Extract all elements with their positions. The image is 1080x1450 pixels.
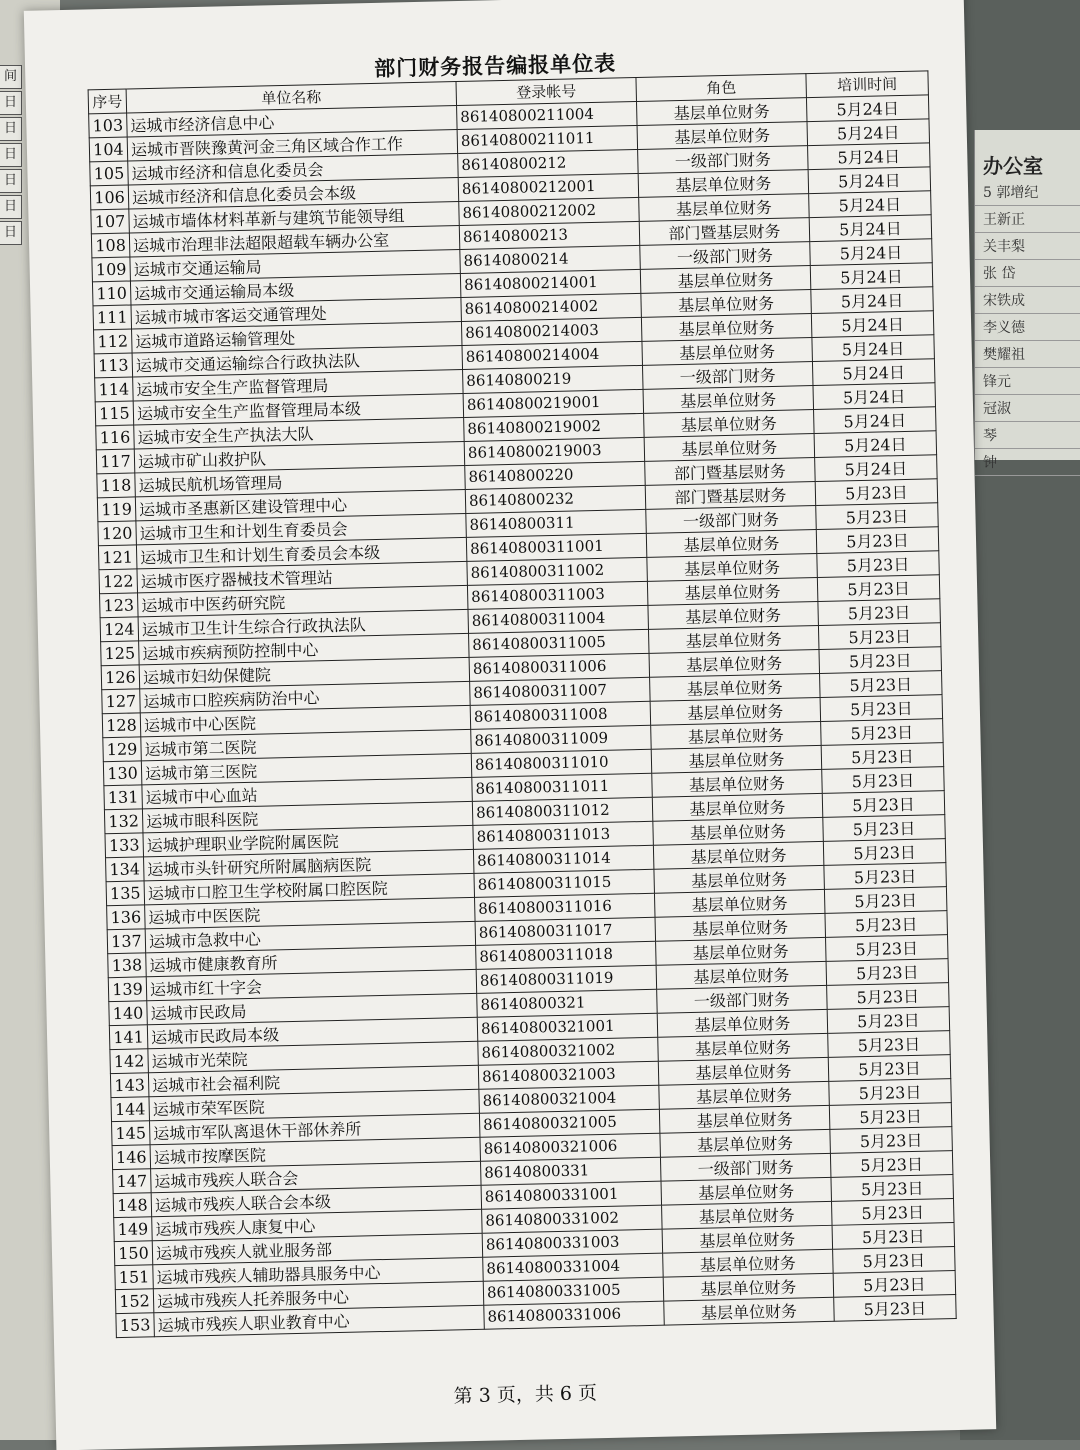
background-tab: 日 bbox=[0, 195, 22, 219]
cell-role: 一级部门财务 bbox=[638, 145, 809, 173]
cell-training-date: 5月23日 bbox=[819, 646, 942, 673]
cell-training-date: 5月24日 bbox=[814, 430, 937, 457]
cell-index: 138 bbox=[108, 953, 147, 978]
cell-account: 86140800311 bbox=[466, 509, 646, 537]
cell-role: 基层单位财务 bbox=[652, 793, 823, 821]
cell-account: 86140800311002 bbox=[467, 557, 647, 585]
cell-role: 基层单位财务 bbox=[647, 577, 818, 605]
cell-account: 86140800214004 bbox=[462, 341, 642, 369]
cell-unit-name: 运城市中心血站 bbox=[142, 777, 472, 808]
cell-training-date: 5月24日 bbox=[810, 262, 933, 289]
cell-account: 86140800321 bbox=[477, 989, 657, 1017]
cell-training-date: 5月24日 bbox=[809, 215, 932, 242]
cell-training-date: 5月24日 bbox=[812, 358, 935, 385]
cell-role: 基层单位财务 bbox=[653, 817, 824, 845]
cell-account: 86140800219003 bbox=[464, 437, 644, 465]
cell-account: 86140800311001 bbox=[466, 533, 646, 561]
cell-training-date: 5月24日 bbox=[811, 310, 934, 337]
cell-account: 86140800219002 bbox=[464, 413, 644, 441]
cell-role: 基层单位财务 bbox=[639, 193, 810, 221]
cell-index: 122 bbox=[99, 569, 138, 594]
cell-training-date: 5月23日 bbox=[821, 718, 944, 745]
page-title: 部门财务报告编报单位表 bbox=[373, 50, 617, 81]
document-sheet bbox=[24, 0, 996, 1450]
cell-role: 基层单位财务 bbox=[664, 1297, 835, 1325]
background-tab: 日 bbox=[0, 221, 22, 245]
cell-account: 86140800311018 bbox=[476, 941, 656, 969]
cell-account: 86140800331005 bbox=[483, 1277, 663, 1305]
cell-account: 86140800212 bbox=[458, 149, 638, 177]
cell-account: 86140800311007 bbox=[470, 677, 650, 705]
cell-unit-name: 运城市安全生产监督管理局 bbox=[133, 369, 463, 400]
cell-index: 148 bbox=[113, 1192, 152, 1217]
cell-training-date: 5月23日 bbox=[827, 982, 950, 1009]
cell-index: 107 bbox=[91, 209, 130, 234]
cell-account: 86140800331003 bbox=[482, 1229, 662, 1257]
cell-unit-name: 运城市急救中心 bbox=[145, 921, 475, 952]
cell-account: 86140800311005 bbox=[469, 629, 649, 657]
cell-unit-name: 运城市残疾人就业服务部 bbox=[152, 1233, 482, 1264]
cell-index: 120 bbox=[98, 521, 137, 546]
cell-role: 基层单位财务 bbox=[657, 1009, 828, 1037]
cell-index: 140 bbox=[109, 1001, 148, 1026]
cell-account: 86140800311003 bbox=[467, 581, 647, 609]
cell-account: 86140800214 bbox=[460, 245, 640, 273]
cell-account: 86140800219 bbox=[463, 365, 643, 393]
cell-role: 基层单位财务 bbox=[652, 769, 823, 797]
cell-training-date: 5月24日 bbox=[811, 286, 934, 313]
cell-training-date: 5月24日 bbox=[806, 95, 929, 122]
background-tab: 日 bbox=[0, 91, 22, 115]
cell-unit-name: 运城市经济和信息化委员会 bbox=[128, 153, 458, 184]
cell-training-date: 5月24日 bbox=[810, 238, 933, 265]
cell-account: 86140800219001 bbox=[463, 389, 643, 417]
background-name: 琴 bbox=[975, 422, 1080, 449]
cell-role: 基层单位财务 bbox=[658, 1033, 829, 1061]
cell-unit-name: 运城市民政局 bbox=[147, 993, 477, 1024]
cell-role: 基层单位财务 bbox=[647, 553, 818, 581]
cell-index: 116 bbox=[96, 425, 135, 450]
background-name: 锋元 bbox=[975, 368, 1080, 395]
cell-role: 一级部门财务 bbox=[640, 241, 811, 269]
cell-training-date: 5月23日 bbox=[817, 550, 940, 577]
cell-training-date: 5月24日 bbox=[808, 167, 931, 194]
cell-role: 基层单位财务 bbox=[661, 1177, 832, 1205]
cell-training-date: 5月23日 bbox=[829, 1102, 952, 1129]
cell-role: 基层单位财务 bbox=[643, 385, 814, 413]
cell-unit-name: 运城市安全生产执法大队 bbox=[134, 417, 464, 448]
cell-role: 基层单位财务 bbox=[650, 673, 821, 701]
cell-index: 113 bbox=[94, 353, 133, 378]
background-right-sheet-title: 办公室 bbox=[983, 154, 1043, 178]
background-left-tabs bbox=[0, 65, 22, 247]
cell-index: 125 bbox=[101, 641, 140, 666]
background-name: 王新正 bbox=[975, 206, 1080, 233]
cell-account: 86140800321001 bbox=[477, 1013, 657, 1041]
cell-account: 86140800311019 bbox=[476, 965, 656, 993]
cell-unit-name: 运城市中医药研究院 bbox=[138, 585, 468, 616]
cell-account: 86140800331004 bbox=[483, 1253, 663, 1281]
cell-unit-name: 运城市荣军医院 bbox=[149, 1089, 479, 1120]
cell-unit-name: 运城民航机场管理局 bbox=[135, 465, 465, 496]
cell-role: 基层单位财务 bbox=[663, 1249, 834, 1277]
cell-role: 基层单位财务 bbox=[658, 1057, 829, 1085]
cell-unit-name: 运城市头针研究所附属脑病医院 bbox=[144, 849, 474, 880]
cell-index: 134 bbox=[106, 857, 145, 882]
cell-role: 一级部门财务 bbox=[646, 505, 817, 533]
cell-account: 86140800211011 bbox=[457, 125, 637, 153]
cell-account: 86140800213 bbox=[459, 221, 639, 249]
cell-role: 基层单位财务 bbox=[660, 1129, 831, 1157]
cell-account: 86140800311017 bbox=[475, 917, 655, 945]
cell-unit-name: 运城护理职业学院附属医院 bbox=[143, 825, 473, 856]
cell-unit-name: 运城市治理非法超限超载车辆办公室 bbox=[129, 225, 459, 256]
cell-training-date: 5月23日 bbox=[820, 670, 943, 697]
cell-index: 135 bbox=[106, 881, 145, 906]
cell-training-date: 5月23日 bbox=[822, 766, 945, 793]
cell-training-date: 5月23日 bbox=[830, 1126, 953, 1153]
cell-unit-name: 运城市圣惠新区建设管理中心 bbox=[135, 489, 465, 520]
cell-role: 基层单位财务 bbox=[644, 433, 815, 461]
cell-role: 基层单位财务 bbox=[636, 97, 807, 125]
cell-index: 118 bbox=[97, 473, 136, 498]
cell-training-date: 5月23日 bbox=[832, 1222, 955, 1249]
cell-account: 86140800311016 bbox=[475, 893, 655, 921]
cell-unit-name: 运城市中心医院 bbox=[140, 705, 470, 736]
cell-training-date: 5月23日 bbox=[829, 1078, 952, 1105]
cell-index: 136 bbox=[107, 905, 146, 930]
cell-account: 86140800311006 bbox=[469, 653, 649, 681]
cell-unit-name: 运城市城市客运交通管理处 bbox=[131, 297, 461, 328]
cell-role: 部门暨基层财务 bbox=[645, 481, 816, 509]
cell-role: 基层单位财务 bbox=[637, 121, 808, 149]
cell-index: 126 bbox=[101, 665, 140, 690]
cell-unit-name: 运城市按摩医院 bbox=[150, 1137, 480, 1168]
cell-unit-name: 运城市眼科医院 bbox=[142, 801, 472, 832]
cell-training-date: 5月23日 bbox=[833, 1246, 956, 1273]
cell-index: 141 bbox=[109, 1024, 148, 1049]
cell-index: 109 bbox=[92, 257, 131, 282]
cell-training-date: 5月24日 bbox=[807, 119, 930, 146]
cell-index: 123 bbox=[100, 593, 139, 618]
cell-index: 127 bbox=[102, 689, 141, 714]
cell-account: 86140800211004 bbox=[457, 101, 637, 129]
unit-table bbox=[88, 70, 957, 1337]
cell-role: 基层单位财务 bbox=[656, 961, 827, 989]
cell-role: 基层单位财务 bbox=[642, 337, 813, 365]
header-training-date: 培训时间 bbox=[806, 71, 929, 97]
cell-index: 152 bbox=[115, 1288, 154, 1313]
cell-role: 基层单位财务 bbox=[654, 865, 825, 893]
cell-index: 130 bbox=[103, 761, 142, 786]
table-body bbox=[89, 95, 957, 1338]
cell-index: 132 bbox=[104, 809, 143, 834]
cell-unit-name: 运城市第三医院 bbox=[141, 753, 471, 784]
cell-role: 基层单位财务 bbox=[641, 313, 812, 341]
cell-account: 86140800311013 bbox=[473, 821, 653, 849]
cell-training-date: 5月23日 bbox=[830, 1150, 953, 1177]
cell-role: 基层单位财务 bbox=[656, 937, 827, 965]
cell-training-date: 5月24日 bbox=[813, 382, 936, 409]
cell-training-date: 5月24日 bbox=[815, 454, 938, 481]
cell-account: 86140800212002 bbox=[459, 197, 639, 225]
cell-unit-name: 运城市残疾人职业教育中心 bbox=[154, 1305, 484, 1336]
header-index: 序号 bbox=[88, 89, 127, 114]
cell-training-date: 5月23日 bbox=[818, 622, 941, 649]
cell-role: 一级部门财务 bbox=[657, 985, 828, 1013]
cell-unit-name: 运城市卫生和计划生育委员会 bbox=[136, 513, 466, 544]
background-right-sheet bbox=[974, 130, 1080, 471]
cell-index: 133 bbox=[105, 833, 144, 858]
cell-unit-name: 运城市墙体材料革新与建筑节能领导组 bbox=[129, 201, 459, 232]
cell-account: 86140800311014 bbox=[473, 845, 653, 873]
cell-unit-name: 运城市矿山救护队 bbox=[134, 441, 464, 472]
cell-account: 86140800321003 bbox=[478, 1061, 658, 1089]
cell-index: 110 bbox=[92, 281, 131, 306]
cell-account: 86140800321006 bbox=[480, 1133, 660, 1161]
cell-unit-name: 运城市疾病预防控制中心 bbox=[139, 633, 469, 664]
cell-role: 基层单位财务 bbox=[638, 169, 809, 197]
cell-training-date: 5月23日 bbox=[828, 1054, 951, 1081]
cell-role: 基层单位财务 bbox=[662, 1201, 833, 1229]
cell-account: 86140800214002 bbox=[461, 293, 641, 321]
cell-index: 146 bbox=[112, 1144, 151, 1169]
cell-training-date: 5月23日 bbox=[826, 958, 949, 985]
cell-account: 86140800220 bbox=[465, 461, 645, 489]
cell-index: 149 bbox=[114, 1216, 153, 1241]
cell-account: 86140800311009 bbox=[471, 725, 651, 753]
cell-unit-name: 运城市经济信息中心 bbox=[127, 105, 457, 136]
cell-unit-name: 运城市残疾人康复中心 bbox=[152, 1209, 482, 1240]
cell-index: 147 bbox=[113, 1168, 152, 1193]
cell-role: 基层单位财务 bbox=[651, 745, 822, 773]
background-name: 李义德 bbox=[975, 314, 1080, 341]
cell-role: 基层单位财务 bbox=[640, 265, 811, 293]
cell-role: 部门暨基层财务 bbox=[645, 457, 816, 485]
cell-index: 128 bbox=[102, 713, 141, 738]
cell-unit-name: 运城市口腔疾病防治中心 bbox=[140, 681, 470, 712]
cell-account: 86140800311008 bbox=[470, 701, 650, 729]
cell-index: 104 bbox=[89, 137, 128, 162]
cell-role: 基层单位财务 bbox=[654, 889, 825, 917]
cell-index: 142 bbox=[110, 1048, 149, 1073]
cell-index: 117 bbox=[96, 449, 135, 474]
cell-index: 114 bbox=[95, 377, 134, 402]
cell-index: 111 bbox=[93, 305, 132, 330]
cell-role: 基层单位财务 bbox=[649, 649, 820, 677]
cell-unit-name: 运城市残疾人联合会本级 bbox=[151, 1185, 481, 1216]
cell-account: 86140800214001 bbox=[460, 269, 640, 297]
cell-training-date: 5月24日 bbox=[809, 191, 932, 218]
cell-training-date: 5月23日 bbox=[816, 502, 939, 529]
cell-role: 基层单位财务 bbox=[655, 913, 826, 941]
cell-role: 基层单位财务 bbox=[659, 1081, 830, 1109]
cell-training-date: 5月23日 bbox=[815, 478, 938, 505]
cell-role: 基层单位财务 bbox=[641, 289, 812, 317]
cell-account: 86140800311012 bbox=[472, 797, 652, 825]
cell-index: 103 bbox=[89, 113, 128, 138]
cell-unit-name: 运城市经济和信息化委员会本级 bbox=[128, 177, 458, 208]
cell-training-date: 5月23日 bbox=[831, 1198, 954, 1225]
cell-account: 86140800311011 bbox=[472, 773, 652, 801]
header-role: 角色 bbox=[636, 74, 806, 102]
cell-role: 基层单位财务 bbox=[650, 697, 821, 725]
cell-unit-name: 运城市社会福利院 bbox=[148, 1065, 478, 1096]
cell-unit-name: 运城市卫生计生综合行政执法队 bbox=[138, 609, 468, 640]
cell-index: 137 bbox=[107, 929, 146, 954]
cell-unit-name: 运城市口腔卫生学校附属口腔医院 bbox=[144, 873, 474, 904]
background-name: 冠淑 bbox=[975, 395, 1080, 422]
cell-training-date: 5月23日 bbox=[826, 934, 949, 961]
cell-role: 一级部门财务 bbox=[660, 1153, 831, 1181]
cell-index: 145 bbox=[112, 1120, 151, 1145]
cell-training-date: 5月23日 bbox=[828, 1030, 951, 1057]
cell-training-date: 5月24日 bbox=[814, 406, 937, 433]
cell-unit-name: 运城市军队离退休干部休养所 bbox=[149, 1113, 479, 1144]
cell-index: 115 bbox=[95, 401, 134, 426]
cell-unit-name: 运城市残疾人联合会 bbox=[151, 1161, 481, 1192]
cell-account: 86140800311010 bbox=[471, 749, 651, 777]
cell-account: 86140800321004 bbox=[479, 1085, 659, 1113]
cell-training-date: 5月23日 bbox=[827, 1006, 950, 1033]
cell-role: 部门暨基层财务 bbox=[639, 217, 810, 245]
header-unit-name: 单位名称 bbox=[126, 82, 456, 113]
cell-account: 86140800232 bbox=[465, 485, 645, 513]
cell-training-date: 5月23日 bbox=[825, 910, 948, 937]
background-tab: 日 bbox=[0, 169, 22, 193]
background-name: 张 岱 bbox=[975, 260, 1080, 287]
cell-account: 86140800311004 bbox=[468, 605, 648, 633]
cell-role: 基层单位财务 bbox=[663, 1273, 834, 1301]
cell-unit-name: 运城市中医医院 bbox=[145, 897, 475, 928]
cell-role: 基层单位财务 bbox=[653, 841, 824, 869]
background-name: 宋铁成 bbox=[975, 287, 1080, 314]
cell-unit-name: 运城市妇幼保健院 bbox=[139, 657, 469, 688]
cell-index: 131 bbox=[104, 785, 143, 810]
background-name: 钟 bbox=[975, 449, 1080, 476]
cell-unit-name: 运城市道路运输管理处 bbox=[132, 321, 462, 352]
cell-unit-name: 运城市残疾人托养服务中心 bbox=[153, 1281, 483, 1312]
cell-unit-name: 运城市安全生产监督管理局本级 bbox=[133, 393, 463, 424]
cell-training-date: 5月23日 bbox=[823, 838, 946, 865]
cell-unit-name: 运城市医疗器械技术管理站 bbox=[137, 561, 467, 592]
cell-training-date: 5月23日 bbox=[820, 694, 943, 721]
cell-index: 143 bbox=[110, 1072, 149, 1097]
cell-role: 基层单位财务 bbox=[644, 409, 815, 437]
cell-index: 151 bbox=[115, 1264, 154, 1289]
cell-training-date: 5月23日 bbox=[834, 1294, 957, 1321]
cell-unit-name: 运城市光荣院 bbox=[148, 1041, 478, 1072]
cell-index: 144 bbox=[111, 1096, 150, 1121]
cell-index: 106 bbox=[90, 185, 129, 210]
cell-unit-name: 运城市第二医院 bbox=[141, 729, 471, 760]
cell-account: 86140800321002 bbox=[478, 1037, 658, 1065]
cell-account: 86140800331002 bbox=[482, 1205, 662, 1233]
cell-training-date: 5月23日 bbox=[818, 598, 941, 625]
cell-training-date: 5月23日 bbox=[816, 526, 939, 553]
cell-unit-name: 运城市交通运输局本级 bbox=[130, 273, 460, 304]
cell-index: 139 bbox=[108, 977, 147, 1002]
cell-account: 86140800331001 bbox=[481, 1181, 661, 1209]
cell-unit-name: 运城市交通运输局 bbox=[130, 249, 460, 280]
header-account: 登录帐号 bbox=[456, 77, 636, 105]
background-name: 樊耀祖 bbox=[975, 341, 1080, 368]
cell-training-date: 5月23日 bbox=[822, 790, 945, 817]
cell-role: 基层单位财务 bbox=[659, 1105, 830, 1133]
cell-training-date: 5月23日 bbox=[821, 742, 944, 769]
cell-training-date: 5月23日 bbox=[824, 886, 947, 913]
cell-index: 105 bbox=[90, 161, 129, 186]
cell-unit-name: 运城市红十字会 bbox=[146, 969, 476, 1000]
cell-role: 一级部门财务 bbox=[642, 361, 813, 389]
background-name: 5 郭增纪 bbox=[975, 179, 1080, 206]
cell-unit-name: 运城市卫生和计划生育委员会本级 bbox=[136, 537, 466, 568]
cell-index: 119 bbox=[97, 497, 136, 522]
cell-unit-name: 运城市残疾人辅助器具服务中心 bbox=[153, 1257, 483, 1288]
cell-training-date: 5月23日 bbox=[817, 574, 940, 601]
cell-account: 86140800321005 bbox=[479, 1109, 659, 1137]
cell-training-date: 5月24日 bbox=[812, 334, 935, 361]
cell-role: 基层单位财务 bbox=[662, 1225, 833, 1253]
background-tab: 日 bbox=[0, 143, 22, 167]
cell-unit-name: 运城市民政局本级 bbox=[147, 1017, 477, 1048]
cell-role: 基层单位财务 bbox=[648, 601, 819, 629]
cell-unit-name: 运城市健康教育所 bbox=[146, 945, 476, 976]
cell-role: 基层单位财务 bbox=[648, 625, 819, 653]
cell-training-date: 5月23日 bbox=[824, 862, 947, 889]
cell-account: 86140800331 bbox=[480, 1157, 660, 1185]
cell-unit-name: 运城市晋陕豫黄河金三角区域合作工作 bbox=[127, 129, 457, 160]
cell-training-date: 5月23日 bbox=[823, 814, 946, 841]
cell-training-date: 5月23日 bbox=[833, 1270, 956, 1297]
background-right-sheet-names bbox=[975, 179, 1080, 476]
cell-index: 108 bbox=[91, 233, 130, 258]
cell-index: 121 bbox=[98, 545, 137, 570]
cell-training-date: 5月23日 bbox=[831, 1174, 954, 1201]
cell-training-date: 5月24日 bbox=[808, 143, 931, 170]
cell-index: 150 bbox=[114, 1240, 153, 1265]
background-tab: 间 bbox=[0, 65, 22, 89]
background-tab: 日 bbox=[0, 117, 22, 141]
cell-unit-name: 运城市交通运输综合行政执法队 bbox=[132, 345, 462, 376]
cell-account: 86140800331006 bbox=[484, 1301, 664, 1329]
cell-index: 124 bbox=[100, 617, 139, 642]
cell-role: 基层单位财务 bbox=[646, 529, 817, 557]
background-name: 关丰梨 bbox=[975, 233, 1080, 260]
cell-account: 86140800214003 bbox=[461, 317, 641, 345]
cell-account: 86140800311015 bbox=[474, 869, 654, 897]
page-footer: 第 3 页，共 6 页 bbox=[453, 1382, 598, 1408]
cell-index: 112 bbox=[94, 329, 133, 354]
cell-index: 129 bbox=[103, 737, 142, 762]
cell-role: 基层单位财务 bbox=[651, 721, 822, 749]
cell-account: 86140800212001 bbox=[458, 173, 638, 201]
cell-index: 153 bbox=[116, 1312, 155, 1337]
